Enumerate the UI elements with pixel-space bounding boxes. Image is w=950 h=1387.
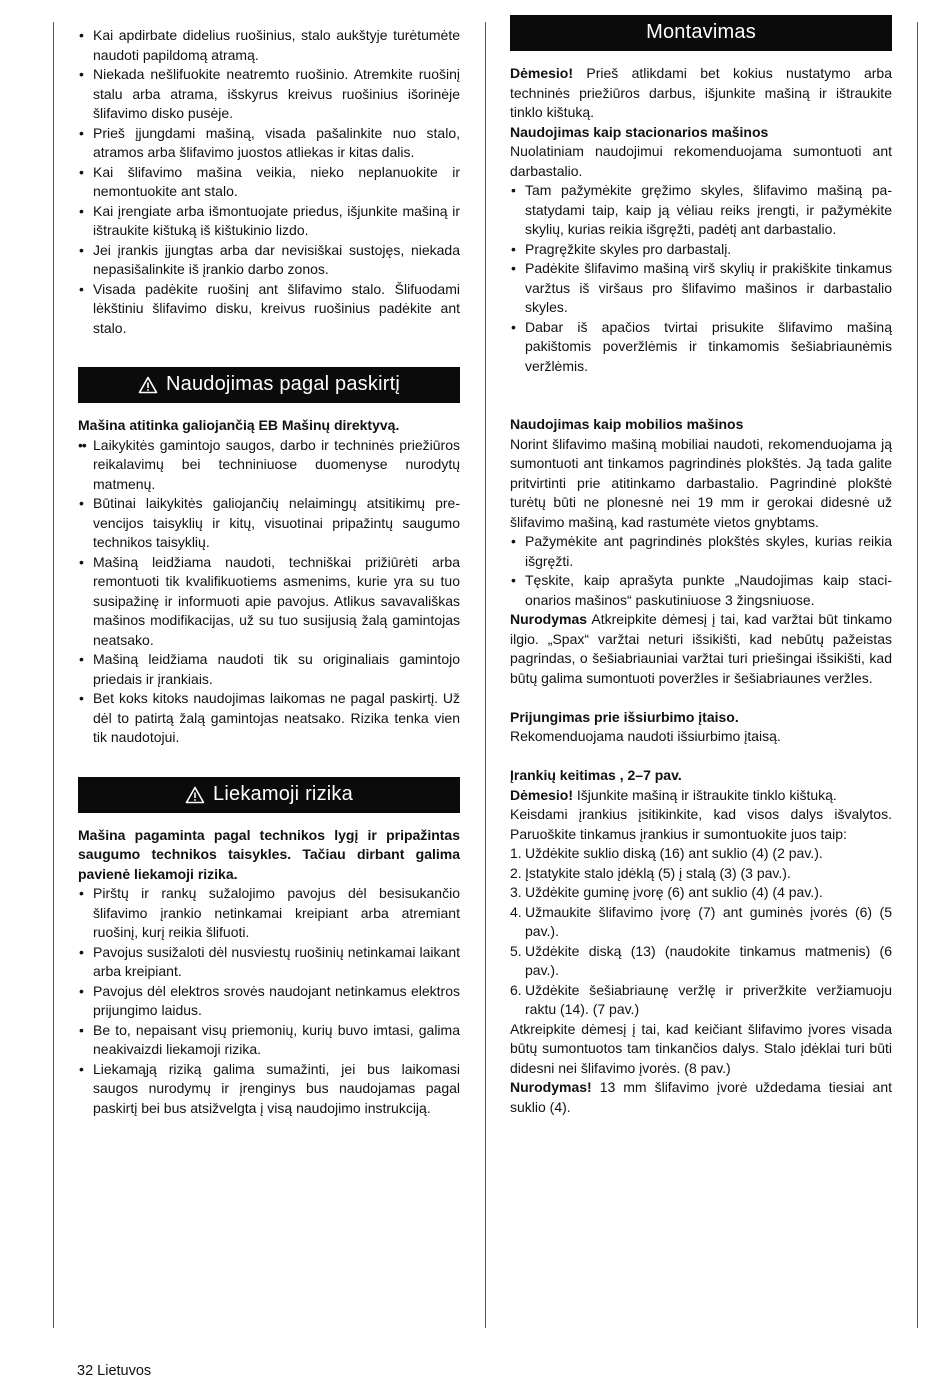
list-item — [510, 942, 892, 981]
residual-risk-list — [78, 884, 460, 1118]
list-item: • Būtinai laikykitės galiojančių nelaimingų atsitikimų prevencijos taisyklių ir kitų, visuotinai pripažintų saugumo technikos taisyklių. — [78, 494, 460, 553]
tools-attention-text: Išjunkite mašiną ir ištraukite tinklo kištuką. — [576, 786, 837, 803]
list-item: • Kai apdirbate didelius ruošinius, stalo aukštyje turėtumėte naudoti papildomą atramą. — [78, 26, 460, 65]
tool-steps-list — [510, 844, 892, 1020]
step-text: Uždėkite suklio diską (16) ant suklio (4) (2 pav.). — [525, 845, 823, 861]
list-item: • Padėkite šlifavimo mašiną virš skylių ir prakiškite tinkamus varžtus iš viršaus pro šlifavimo mašinos ir darbastalio skyles. — [510, 259, 892, 318]
list-item: • Bet koks kitoks naudojimas laikomas ne pagal paskirtį. Už dėl to patirtą žalą gamintojas neatsako. Rizika tenka vien tik naudotojui. — [78, 689, 460, 748]
stationary-text: Nuolatiniam naudojimui rekomenduojama sumontuoti ant darbastalio. — [510, 143, 892, 179]
list-item: • Tęskite, kaip aprašyta punkte „Naudojimas kaip stacionarios mašinos“ paskutiniuose 3 žingsniuose. — [510, 571, 892, 610]
list-item: • Mašiną leidžiama naudoti tik su originaliais gamintojo priedais ir įrankiais. — [78, 650, 460, 689]
attention-label: Dėmesio! — [510, 65, 574, 81]
tools-attention-label: Dėmesio! — [510, 786, 574, 803]
list-item — [510, 903, 892, 942]
list-item: • Liekamąją riziką galima sumažinti, jei bus laikomasi saugos nurodymų ir įrenginys bus naudojamas pagal paskirtį bei bus atsižvelgta į visą naudojimo instrukciją. — [78, 1060, 460, 1119]
list-item: • Pirštų ir rankų sužalojimo pavojus dėl besisukančio šlifavimo įrankio netinkamai kreipiant arba atremiant ruošinį, kurį reikia šlifuoti. — [78, 884, 460, 943]
tools-text: Keisdami įrankius įsitikinkite, kad visos dalys išvalytos. Paruoškite tinkamus įrankius ir sumontuokite juos taip: — [510, 806, 892, 842]
mobile-text: Norint šlifavimo mašiną mobiliai naudoti, rekomenduojama ją sumontuoti ant tinkamos pagrindinės plokštės. Ją tada galite pritvirtinti prie atitinkamo darbastalio. Pagrindinė plokštė turėtų būti ne plonesnė nei 19 mm ir gerokai didesnė už šlifavimo mašiną, kad rastumėte vietos gnybtams. — [510, 435, 892, 530]
residual-risk-lead: Mašina pagaminta pagal technikos lygį ir pripažintas saugumo technikos taisykles. Tačiau dirbant galima pavienė liekamoji rizika. — [78, 826, 460, 882]
assembly-title: Montavimas — [646, 21, 756, 44]
intended-use-heading — [78, 367, 460, 403]
intended-use-title: Naudojimas pagal paskirtį — [165, 373, 400, 396]
right-margin-rule — [917, 22, 918, 1328]
list-item: • Tam pažymėkite gręžimo skyles, šlifavimo mašiną pastatydami taip, kaip ją vėliau reiks įrengti, ir pažymėkite skylių, kurias reikia išgręžti, padėtį ant darbastalio. — [510, 181, 892, 240]
list-item — [510, 883, 892, 903]
center-column-rule — [485, 22, 486, 1328]
intended-use-list — [78, 436, 460, 748]
list-item — [510, 864, 892, 884]
step-text: Uždėkite guminę įvorę (6) ant suklio (4) (4 pav.). — [525, 884, 823, 900]
intended-use-lead: Mašina atitinka galiojančią EB Mašinų direktyvą. — [78, 417, 400, 433]
left-column — [78, 26, 460, 1118]
right-column — [510, 15, 892, 1117]
list-item: • Jei įrankis įjungtas arba dar nevisiškai sustojęs, niekada nepasišalinkite iš įrankio darbo zonos. — [78, 241, 460, 280]
assembly-heading — [510, 15, 892, 51]
list-item: • Kai šlifavimo mašina veikia, nieko neplanuokite ir nemontuokite ant stalo. — [78, 163, 460, 202]
step-text: Užmaukite šlifavimo įvorę (7) ant guminės įvorės (6) (5 pav.). — [525, 903, 892, 939]
residual-risk-heading — [78, 777, 460, 813]
note-label: Nurodymas — [510, 611, 588, 627]
final-note-label: Nurodymas! — [510, 1079, 592, 1095]
note-paragraph — [510, 610, 892, 688]
list-item — [510, 844, 892, 864]
step-text: Įstatykite stalo įdėklą (5) į stalą (3) (3 pav.). — [525, 864, 791, 881]
step-number: 5. — [510, 942, 522, 959]
closing-text: Atkreipkite dėmesį į tai, kad keičiant šlifavimo įvores visada būtų sumontuotos tam tinkančios dalys. Stalo įdėklai turi būti didesni nei šlifavimo įvorės. (8 pav.) — [510, 1020, 892, 1076]
residual-risk-title: Liekamoji rizika — [213, 782, 353, 805]
list-item — [510, 981, 892, 1020]
mobile-list — [510, 532, 892, 610]
list-item: • Be to, nepaisant visų priemonių, kurių buvo imtasi, galima neakivaizdi liekamoji rizika. — [78, 1021, 460, 1060]
list-item: • Niekada nešlifuokite neatremto ruošinio. Atremkite ruošinį stalu arba atrama, išskyrus kreivus ruošinius išorinėje šlifavimo disko pusėje. — [78, 65, 460, 124]
step-number: 6. — [510, 981, 522, 998]
list-item: • Dabar iš apačios tvirtai prisukite šlifavimo mašiną pakištomis poveržlėmis ir tinkamomis šešiabriaunėmis veržlėmis. — [510, 318, 892, 377]
list-item: • Mašiną leidžiama naudoti, techniškai prižiūrėti arba remontuoti tik kvalifikuotiems asmenims, kurie yra su tuo susipažinę ir informuoti apie pavojus. Atlikus savavališkas mašinos modifikacijas, už su tuo susijusią žalą gamintojas neatsako. — [78, 553, 460, 651]
step-number: 3. — [510, 884, 522, 900]
final-note-text: 13 mm šlifavimo įvorė uždedama tiesiai ant suklio (4). — [510, 1079, 892, 1115]
tools-attention-paragraph — [510, 786, 892, 806]
list-item: • Pavojus dėl elektros srovės naudojant netinkamus elektros prijungimo laidus. — [78, 982, 460, 1021]
step-text: Uždėkite diską (13) (naudokite tinkamus matmenis) (6 pav.). — [525, 942, 892, 978]
attention-paragraph — [510, 64, 892, 123]
list-item: •• Laikykitės gamintojo saugos, darbo ir techninės priežiūros reikalavimų bei techniniuose duomenyse nurodytų matmenų. — [78, 436, 460, 495]
warning-triangle-icon — [138, 376, 158, 394]
list-item: • Pavojus susižaloti dėl nusviestų ruošinių netinkamai laikant arba kreipiant. — [78, 943, 460, 982]
list-item: • Visada padėkite ruošinį ant šlifavimo stalo. Šlifuodami lėkštiniu šlifavimo disku, kreivus ruošinius padėkite ant stalo. — [78, 280, 460, 339]
mobile-title: Naudojimas kaip mobilios mašinos — [510, 416, 744, 432]
stationary-title: Naudojimas kaip stacionarios mašinos — [510, 123, 769, 140]
list-item: • Pažymėkite ant pagrindinės plokštės skyles, kurias reikia išgręžti. — [510, 532, 892, 571]
step-number: 1. — [510, 845, 522, 861]
list-item: • Pragręžkite skyles pro darbastalį. — [510, 240, 892, 260]
tools-title: Įrankių keitimas , 2–7 pav. — [510, 767, 682, 783]
page-footer: 32 Lietuvos — [77, 1363, 152, 1379]
stationary-list — [510, 181, 892, 376]
extraction-title: Prijungimas prie išsiurbimo įtaiso. — [510, 708, 739, 725]
step-number: 2. — [510, 864, 522, 881]
note-text: Atkreipkite dėmesį į tai, kad varžtai būt tinkamo ilgio. „Spax“ varžtai neturi išsikišti, kad nebūtų pažeistas pagrindas, o šešiabriauniai varžtai turi priešingai išsikišti, kad būtų galima sumontuoti poveržles ir šešiabriaunes veržles. — [510, 611, 892, 686]
list-item: • Prieš įjungdami mašiną, visada pašalinkite nuo stalo, atramos arba šlifavimo juostos atliekas ir kitas dalis. — [78, 124, 460, 163]
step-number: 4. — [510, 903, 522, 920]
step-text: Uždėkite šešiabriaunę veržlę ir priveržkite veržiamuoju raktu (14). (7 pav.) — [525, 981, 892, 1017]
warning-triangle-icon — [185, 786, 205, 804]
left-margin-rule — [53, 22, 54, 1328]
intro-safety-list — [78, 26, 460, 338]
attention-text: Prieš atlikdami bet kokius nustatymo arba techninės priežiūros darbus, išjunkite mašiną ir ištraukite tinklo kištuką. — [510, 65, 893, 120]
list-item: • Kai įrengiate arba išmontuojate priedus, išjunkite mašiną ir ištraukite kištuką iš kištukinio lizdo. — [78, 202, 460, 241]
extraction-text: Rekomenduojama naudoti išsiurbimo įtaisą. — [510, 728, 781, 744]
final-note-paragraph — [510, 1078, 892, 1117]
